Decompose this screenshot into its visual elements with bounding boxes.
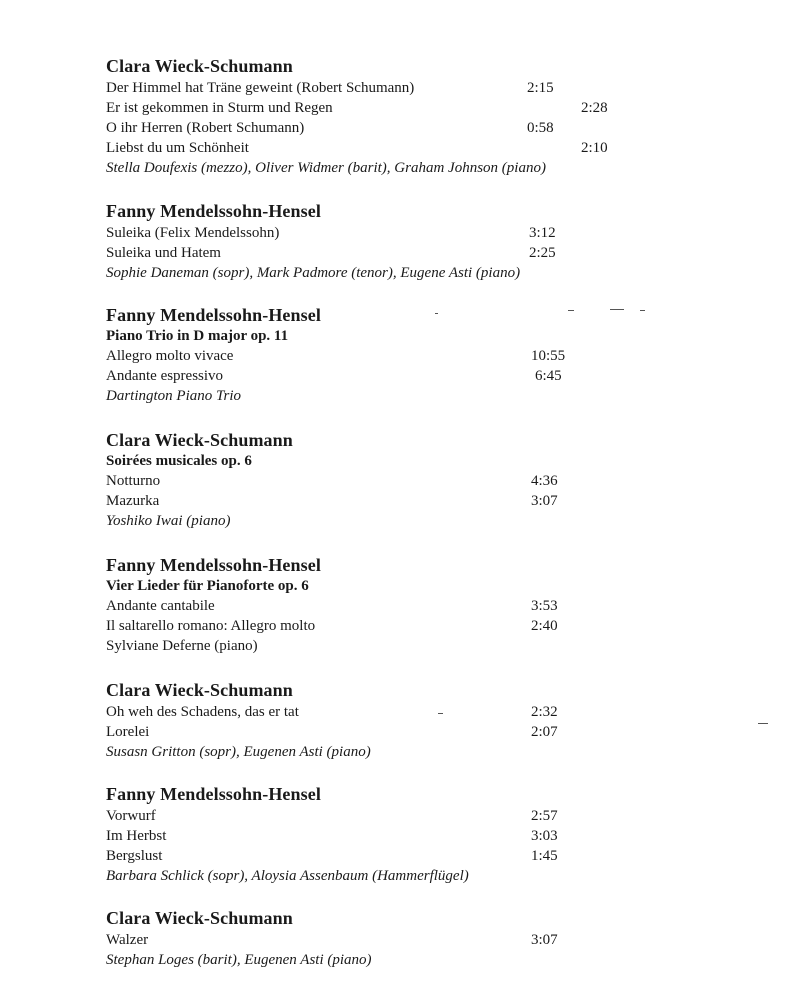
track-title: Suleika (Felix Mendelssohn) [106, 225, 280, 241]
work-title: Piano Trio in D major op. 11 [106, 328, 289, 344]
track-row [106, 616, 666, 636]
track-duration: 1:45 [531, 848, 558, 864]
track-duration: 2:28 [581, 100, 608, 116]
track-row [106, 118, 666, 138]
track-duration: 3:12 [529, 225, 556, 241]
composer-heading: Clara Wieck-Schumann [106, 56, 293, 76]
program-section [106, 201, 666, 283]
program-section [106, 555, 666, 656]
composer-heading: Clara Wieck-Schumann [106, 680, 293, 700]
track-title: Liebst du um Schönheit [106, 140, 249, 156]
track-title: Der Himmel hat Träne geweint (Robert Schumann) [106, 80, 415, 96]
track-row [106, 471, 666, 491]
track-title: Vorwurf [106, 808, 156, 824]
track-title: Mazurka [106, 493, 160, 509]
track-row [106, 722, 666, 742]
program-section [106, 680, 666, 762]
work-title: Vier Lieder für Pianoforte op. 6 [106, 578, 309, 594]
performers-credit: Stephan Loges (barit), Eugenen Asti (piano) [106, 952, 372, 968]
track-row [106, 826, 666, 846]
performers-credit: Sylviane Deferne (piano) [106, 638, 258, 654]
track-duration: 3:07 [531, 932, 558, 948]
track-duration: 2:40 [531, 618, 558, 634]
track-row [106, 702, 666, 722]
track-title: Notturno [106, 473, 161, 489]
track-title: Suleika und Hatem [106, 245, 221, 261]
track-title: Andante cantabile [106, 598, 215, 614]
performers-credit: Stella Doufexis (mezzo), Oliver Widmer (barit), Graham Johnson (piano) [106, 160, 546, 176]
track-duration: 2:10 [581, 140, 608, 156]
track-title: Im Herbst [106, 828, 167, 844]
scan-speck [438, 713, 443, 714]
track-duration: 3:03 [531, 828, 558, 844]
track-duration: 4:36 [531, 473, 558, 489]
composer-heading: Fanny Mendelssohn-Hensel [106, 784, 321, 804]
composer-heading: Clara Wieck-Schumann [106, 908, 293, 928]
track-title: Lorelei [106, 724, 150, 740]
composer-heading: Fanny Mendelssohn-Hensel [106, 201, 321, 221]
track-duration: 3:07 [531, 493, 558, 509]
composer-heading: Clara Wieck-Schumann [106, 430, 293, 450]
track-duration: 10:55 [531, 348, 566, 364]
track-row [106, 366, 666, 386]
track-title: Oh weh des Schadens, das er tat [106, 704, 299, 720]
track-row [106, 596, 666, 616]
work-title: Soirées musicales op. 6 [106, 453, 252, 469]
track-duration: 2:57 [531, 808, 558, 824]
track-row [106, 78, 666, 98]
track-row [106, 930, 666, 950]
composer-heading: Fanny Mendelssohn-Hensel [106, 305, 321, 325]
track-title: Er ist gekommen in Sturm und Regen [106, 100, 333, 116]
performers-credit: Barbara Schlick (sopr), Aloysia Assenbaum (Hammerflügel) [106, 868, 469, 884]
track-row [106, 138, 666, 158]
program-section [106, 908, 666, 970]
performers-credit: Yoshiko Iwai (piano) [106, 513, 231, 529]
performers-credit: Sophie Daneman (sopr), Mark Padmore (tenor), Eugene Asti (piano) [106, 265, 521, 281]
composer-heading: Fanny Mendelssohn-Hensel [106, 555, 321, 575]
track-row [106, 806, 666, 826]
track-title: Allegro molto vivace [106, 348, 234, 364]
track-title: O ihr Herren (Robert Schumann) [106, 120, 305, 136]
scan-speck [640, 310, 645, 311]
track-duration: 0:58 [527, 120, 554, 136]
track-row [106, 98, 666, 118]
performers-credit: Dartington Piano Trio [106, 388, 242, 404]
scan-speck [568, 310, 574, 311]
performers-credit: Susasn Gritton (sopr), Eugenen Asti (piano) [106, 744, 371, 760]
scan-speck [610, 309, 624, 310]
track-row [106, 346, 666, 366]
track-title: Bergslust [106, 848, 163, 864]
program-section [106, 305, 666, 406]
track-title: Il saltarello romano: Allegro molto [106, 618, 316, 634]
track-duration: 2:07 [531, 724, 558, 740]
track-duration: 2:25 [529, 245, 556, 261]
track-duration: 2:15 [527, 80, 554, 96]
track-duration: 3:53 [531, 598, 558, 614]
program-section [106, 56, 666, 178]
track-title: Andante espressivo [106, 368, 224, 384]
program-section [106, 430, 666, 531]
track-title: Walzer [106, 932, 149, 948]
program-section [106, 784, 666, 886]
scan-speck [435, 313, 438, 314]
track-duration: 2:32 [531, 704, 558, 720]
track-row [106, 491, 666, 511]
track-duration: 6:45 [535, 368, 562, 384]
track-row [106, 223, 666, 243]
track-row [106, 846, 666, 866]
scan-speck [758, 723, 768, 724]
track-row [106, 243, 666, 263]
